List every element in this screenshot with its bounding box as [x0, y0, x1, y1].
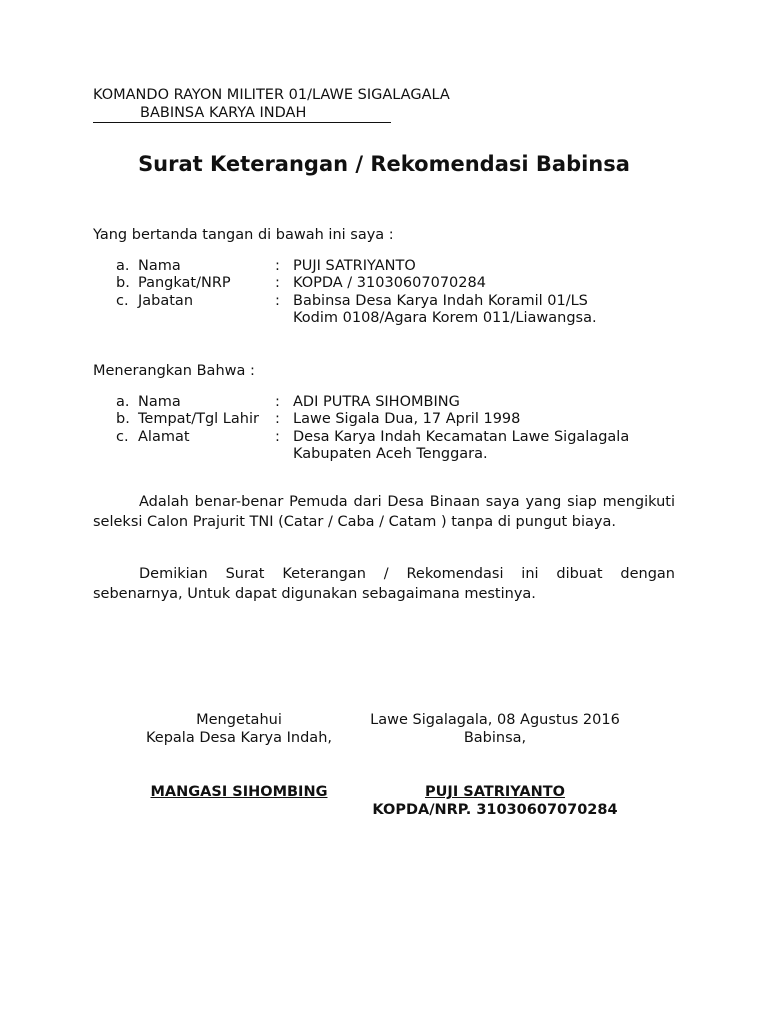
field-colon: :: [275, 292, 280, 309]
field-label: Jabatan: [138, 292, 194, 309]
field-colon: :: [275, 394, 280, 410]
list-letter: c.: [116, 428, 129, 445]
statement-paragraph: Adalah benar-benar Pemuda dari Desa Binaan saya yang siap mengikuti seleksi Calon Prajurit TNI (Catar / Caba / Catam ) tanpa di pungut biaya.: [93, 494, 675, 531]
signature-block-village-head: [139, 711, 339, 801]
field-colon: :: [275, 258, 280, 274]
signature-place-date: Lawe Sigalagala, 08 Agustus 2016: [370, 712, 620, 728]
signer-row-name: [116, 258, 676, 275]
list-letter: a.: [116, 258, 130, 274]
field-value-continued: Kodim 0108/Agara Korem 011/Liawangsa.: [293, 310, 597, 327]
field-value: PUJI SATRIYANTO: [293, 258, 416, 274]
list-letter: c.: [116, 292, 129, 309]
list-letter: b.: [116, 275, 130, 292]
letterhead: [93, 86, 450, 123]
field-label: Pangkat/NRP: [138, 275, 231, 292]
subject-row-address-cont: [116, 446, 676, 463]
field-value: Lawe Sigala Dua, 17 April 1998: [293, 411, 521, 428]
field-label: Nama: [138, 394, 181, 410]
letter-title: Surat Keterangan / Rekomendasi Babinsa: [138, 152, 630, 176]
signature-space: [345, 747, 645, 783]
signatory-name: MANGASI SIHOMBING: [150, 784, 328, 800]
signatory-rank-nrp: KOPDA/NRP. 31030607070284: [372, 802, 618, 818]
subject-row-birth: [116, 411, 676, 428]
field-label: Alamat: [138, 428, 190, 445]
field-colon: :: [275, 411, 280, 428]
signature-space: [139, 747, 339, 783]
signature-title: Babinsa,: [463, 730, 527, 746]
letterhead-unit: BABINSA KARYA INDAH: [93, 104, 391, 123]
subject-details: [116, 394, 676, 464]
closing-paragraph: Demikian Surat Keterangan / Rekomendasi ini dibuat dengan sebenarnya, Untuk dapat digunakan sebagaimana mestinya.: [93, 566, 675, 603]
field-value: ADI PUTRA SIHOMBING: [293, 394, 460, 410]
field-value: Desa Karya Indah Kecamatan Lawe Sigalagala: [293, 428, 630, 445]
signer-row-position: [116, 293, 676, 310]
signature-block-babinsa: [345, 711, 645, 819]
subject-row-address: [116, 429, 676, 446]
list-letter: a.: [116, 394, 130, 410]
signature-title: Kepala Desa Karya Indah,: [146, 730, 332, 746]
field-label: Nama: [138, 258, 181, 274]
list-letter: b.: [116, 411, 130, 428]
signer-details: [116, 258, 676, 328]
field-label: Tempat/Tgl Lahir: [138, 411, 259, 428]
states-text: Menerangkan Bahwa :: [93, 363, 255, 379]
signatory-name: PUJI SATRIYANTO: [425, 784, 565, 800]
subject-row-name: [116, 394, 676, 411]
signature-acknowledged-label: Mengetahui: [196, 712, 282, 728]
field-value: KOPDA / 31030607070284: [293, 275, 486, 292]
letterhead-command: KOMANDO RAYON MILITER 01/LAWE SIGALAGALA: [93, 87, 450, 103]
signer-row-position-cont: [116, 310, 676, 327]
field-value-continued: Kabupaten Aceh Tenggara.: [293, 446, 488, 463]
field-colon: :: [275, 428, 280, 445]
field-colon: :: [275, 275, 280, 292]
field-value: Babinsa Desa Karya Indah Koramil 01/LS: [293, 292, 588, 309]
intro-text: Yang bertanda tangan di bawah ini saya :: [93, 227, 394, 243]
signer-row-rank: [116, 275, 676, 292]
